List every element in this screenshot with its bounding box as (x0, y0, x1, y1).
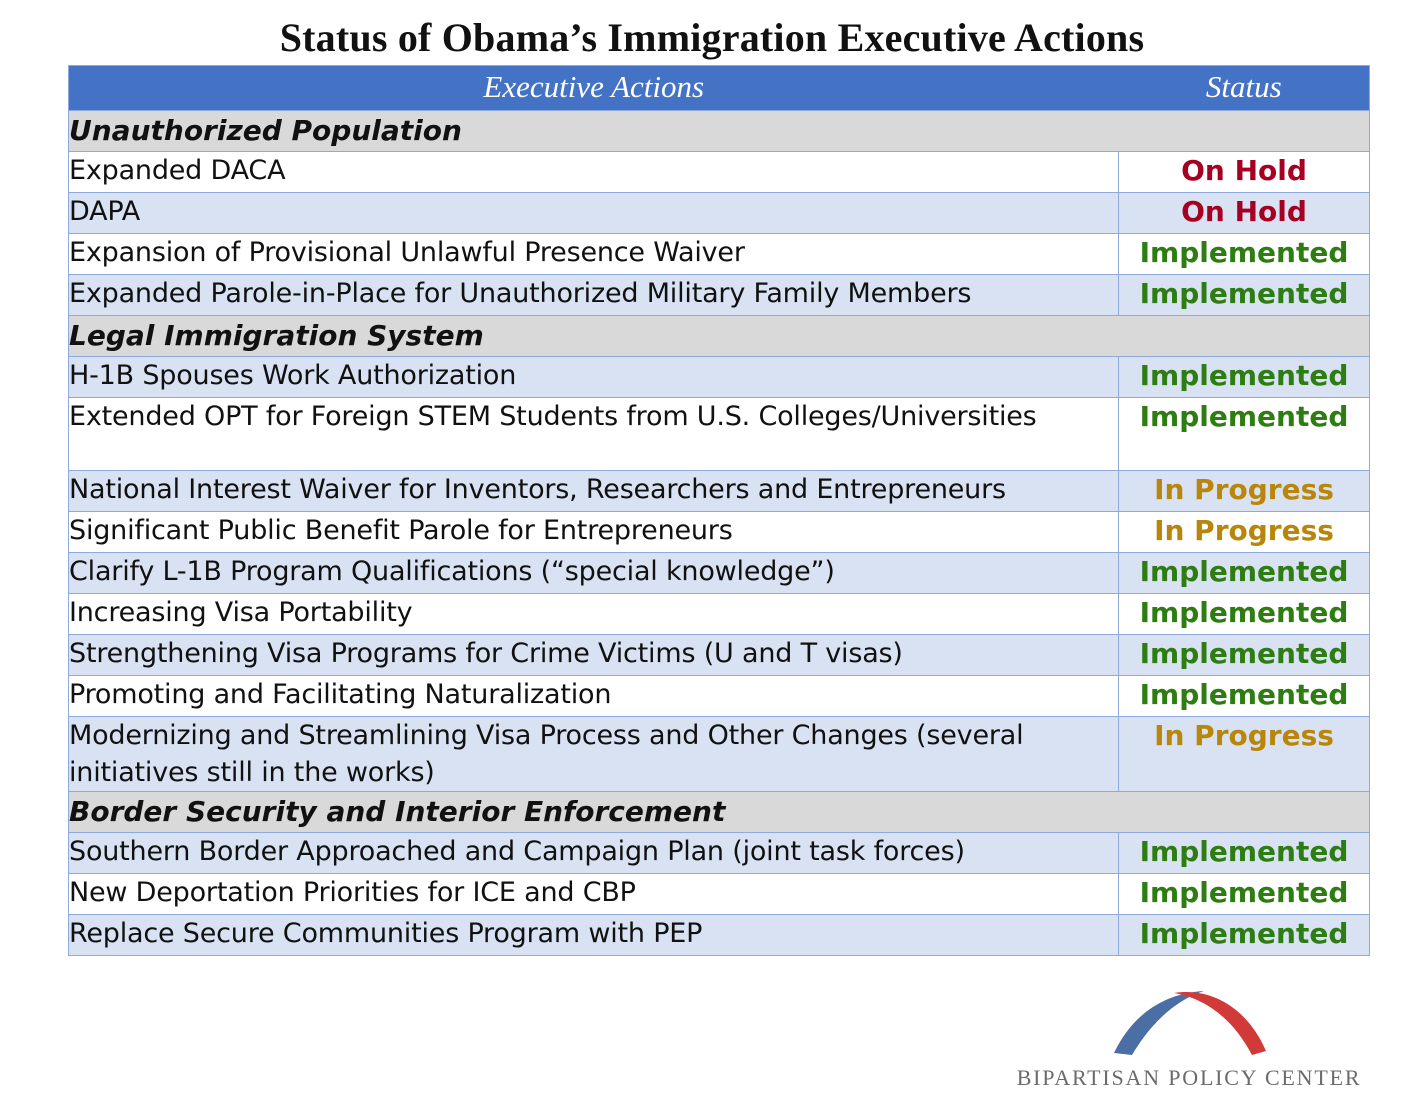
action-cell: Strengthening Visa Programs for Crime Victims (U and T visas) (69, 635, 1119, 676)
table-row (69, 357, 1370, 398)
status-badge: Implemented (1119, 874, 1370, 915)
status-badge: Implemented (1119, 234, 1370, 275)
status-badge: Implemented (1119, 676, 1370, 717)
action-cell: National Interest Waiver for Inventors, Researchers and Entrepreneurs (69, 471, 1119, 512)
action-cell: Increasing Visa Portability (69, 594, 1119, 635)
table-row (69, 833, 1370, 874)
status-badge: In Progress (1119, 512, 1370, 553)
table-row (69, 152, 1370, 193)
action-cell: Promoting and Facilitating Naturalization (69, 676, 1119, 717)
action-cell: Modernizing and Streamlining Visa Process and Other Changes (several initiatives still in the works) (69, 717, 1119, 792)
action-cell: Clarify L-1B Program Qualifications (“special knowledge”) (69, 553, 1119, 594)
status-badge: Implemented (1119, 398, 1370, 471)
table-row (69, 717, 1370, 792)
status-badge: On Hold (1119, 193, 1370, 234)
executive-actions-table (68, 65, 1370, 956)
status-badge: Implemented (1119, 357, 1370, 398)
table-row (69, 676, 1370, 717)
action-cell: Significant Public Benefit Parole for Entrepreneurs (69, 512, 1119, 553)
action-cell: Extended OPT for Foreign STEM Students from U.S. Colleges/Universities (69, 398, 1119, 471)
table-row (69, 635, 1370, 676)
action-cell: Expansion of Provisional Unlawful Presence Waiver (69, 234, 1119, 275)
table-row (69, 193, 1370, 234)
table-row (69, 398, 1370, 471)
table-row (69, 234, 1370, 275)
action-cell: Expanded DACA (69, 152, 1119, 193)
table-row (69, 275, 1370, 316)
arch-logo-icon (1108, 985, 1270, 1057)
section-row-border-security (69, 792, 1370, 833)
action-cell: H-1B Spouses Work Authorization (69, 357, 1119, 398)
status-badge: Implemented (1119, 594, 1370, 635)
header-executive-actions: Executive Actions (69, 66, 1119, 111)
status-badge: Implemented (1119, 553, 1370, 594)
section-title: Border Security and Interior Enforcement (69, 792, 1370, 833)
table-row (69, 915, 1370, 956)
status-badge: On Hold (1119, 152, 1370, 193)
table-row (69, 874, 1370, 915)
table-row (69, 512, 1370, 553)
section-row-legal-immigration-system (69, 316, 1370, 357)
bipartisan-policy-center-logo (1004, 985, 1374, 1095)
status-badge: In Progress (1119, 717, 1370, 792)
status-badge: Implemented (1119, 635, 1370, 676)
header-status: Status (1119, 66, 1370, 111)
table-row (69, 471, 1370, 512)
table-row (69, 594, 1370, 635)
action-cell: New Deportation Priorities for ICE and CBP (69, 874, 1119, 915)
section-title: Legal Immigration System (69, 316, 1370, 357)
logo-text: BIPARTISAN POLICY CENTER (1016, 1065, 1362, 1090)
action-cell: Southern Border Approached and Campaign Plan (joint task forces) (69, 833, 1119, 874)
status-badge: In Progress (1119, 471, 1370, 512)
table-header-row (69, 66, 1370, 111)
section-title: Unauthorized Population (69, 111, 1370, 152)
table-body (69, 111, 1370, 956)
page-title: Status of Obama’s Immigration Executive Actions (279, 15, 1145, 60)
status-badge: Implemented (1119, 275, 1370, 316)
status-badge: Implemented (1119, 915, 1370, 956)
section-row-unauthorized-population (69, 111, 1370, 152)
status-badge: Implemented (1119, 833, 1370, 874)
table-row (69, 553, 1370, 594)
action-cell: DAPA (69, 193, 1119, 234)
action-cell: Replace Secure Communities Program with PEP (69, 915, 1119, 956)
action-cell: Expanded Parole-in-Place for Unauthorized Military Family Members (69, 275, 1119, 316)
